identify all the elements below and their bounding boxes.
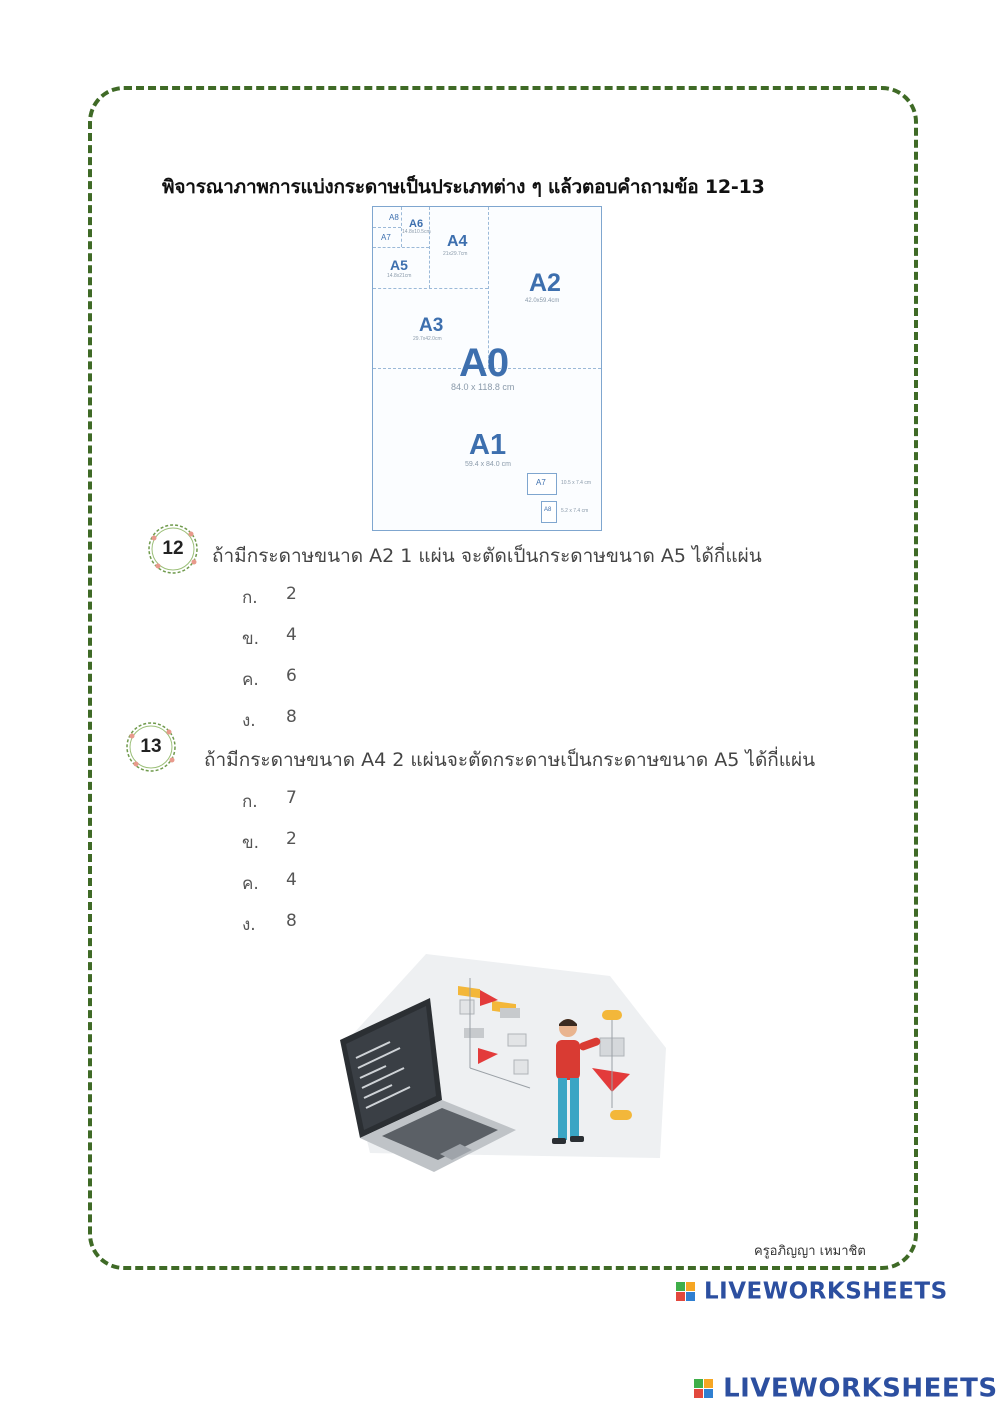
divider-a3-a4 [373, 288, 488, 289]
answer-option[interactable] [242, 666, 297, 693]
option-label: ก. [242, 588, 258, 608]
answer-option[interactable] [242, 829, 297, 856]
answer-option[interactable] [242, 911, 297, 938]
question-number-badge [146, 522, 200, 576]
a8-sample-label: A8 [544, 507, 552, 513]
brand-name: LIVEWORKSHEETS [704, 1278, 948, 1305]
worksheet-heading: พิจารณาภาพการแบ่งกระดาษเป็นประเภทต่าง ๆ แล้วตอบคำถามข้อ 12-13 [162, 176, 765, 198]
question-text: ถ้ามีกระดาษขนาด A4 2 แผ่นจะตัดกระดาษเป็นกระดาษขนาด A5 ได้กี่แผ่น [204, 749, 816, 771]
divider-a5-a6 [373, 247, 429, 248]
liveworksheets-logo-icon [694, 1379, 714, 1399]
brand-name: LIVEWORKSHEETS [723, 1373, 998, 1404]
brand-logo-footer[interactable] [694, 1373, 998, 1404]
answer-option[interactable] [242, 870, 297, 897]
a8-label: A8 [389, 213, 399, 222]
a2-size: 42.0x59.4cm [525, 298, 560, 304]
a0-label: A0 [459, 341, 509, 385]
a7-sample-box [527, 473, 557, 495]
a2-label: A2 [529, 269, 561, 297]
a6-label: A6 [409, 218, 424, 230]
option-value: 8 [286, 911, 297, 931]
a6-size: 14.8x10.5cm [402, 229, 431, 235]
question-number-badge [124, 720, 178, 774]
answer-option[interactable] [242, 788, 297, 815]
option-value: 4 [286, 625, 297, 645]
question-number: 13 [140, 736, 162, 757]
option-label: ง. [242, 915, 256, 935]
answer-option[interactable] [242, 584, 297, 611]
a3-size: 29.7x42.0cm [413, 336, 442, 342]
a5-label: A5 [390, 257, 408, 273]
answer-option[interactable] [242, 625, 297, 652]
divider-a4-a5 [429, 207, 430, 288]
a0-size: 84.0 x 118.8 cm [451, 382, 515, 392]
option-label: ง. [242, 711, 256, 731]
a1-label: A1 [469, 429, 507, 461]
a4-size: 21x29.7cm [443, 251, 468, 257]
option-value: 7 [286, 788, 297, 808]
liveworksheets-logo-icon [676, 1282, 696, 1302]
a7-sample-size: 10.5 x 7.4 cm [561, 480, 592, 486]
a8-sample-size: 5.2 x 7.4 cm [561, 508, 589, 514]
a4-label: A4 [447, 233, 468, 250]
a7-sample-label: A7 [536, 478, 546, 487]
option-label: ก. [242, 792, 258, 812]
a5-size: 14.8x21cm [387, 273, 412, 279]
option-value: 6 [286, 666, 297, 686]
question-text: ถ้ามีกระดาษขนาด A2 1 แผ่น จะตัดเป็นกระดาษขนาด A5 ได้กี่แผ่น [212, 545, 762, 567]
option-label: ค. [242, 874, 259, 894]
divider-a7-a8 [373, 227, 401, 228]
paper-size-diagram [372, 206, 602, 531]
option-label: ค. [242, 670, 259, 690]
option-label: ข. [242, 629, 260, 649]
teacher-name: ครูอภิญญา เหมาชิต [754, 1244, 866, 1259]
option-value: 8 [286, 707, 297, 727]
programmer-illustration [330, 948, 670, 1173]
brand-logo[interactable] [676, 1278, 948, 1305]
option-label: ข. [242, 833, 260, 853]
answer-option[interactable] [242, 707, 297, 734]
divider-a6-a7 [401, 207, 402, 247]
a8-sample-box [541, 501, 557, 523]
a3-label: A3 [419, 315, 444, 336]
option-value: 2 [286, 584, 297, 604]
question-number: 12 [162, 538, 184, 559]
option-value: 4 [286, 870, 297, 890]
option-value: 2 [286, 829, 297, 849]
a1-size: 59.4 x 84.0 cm [465, 461, 511, 468]
a7-label: A7 [381, 233, 391, 242]
